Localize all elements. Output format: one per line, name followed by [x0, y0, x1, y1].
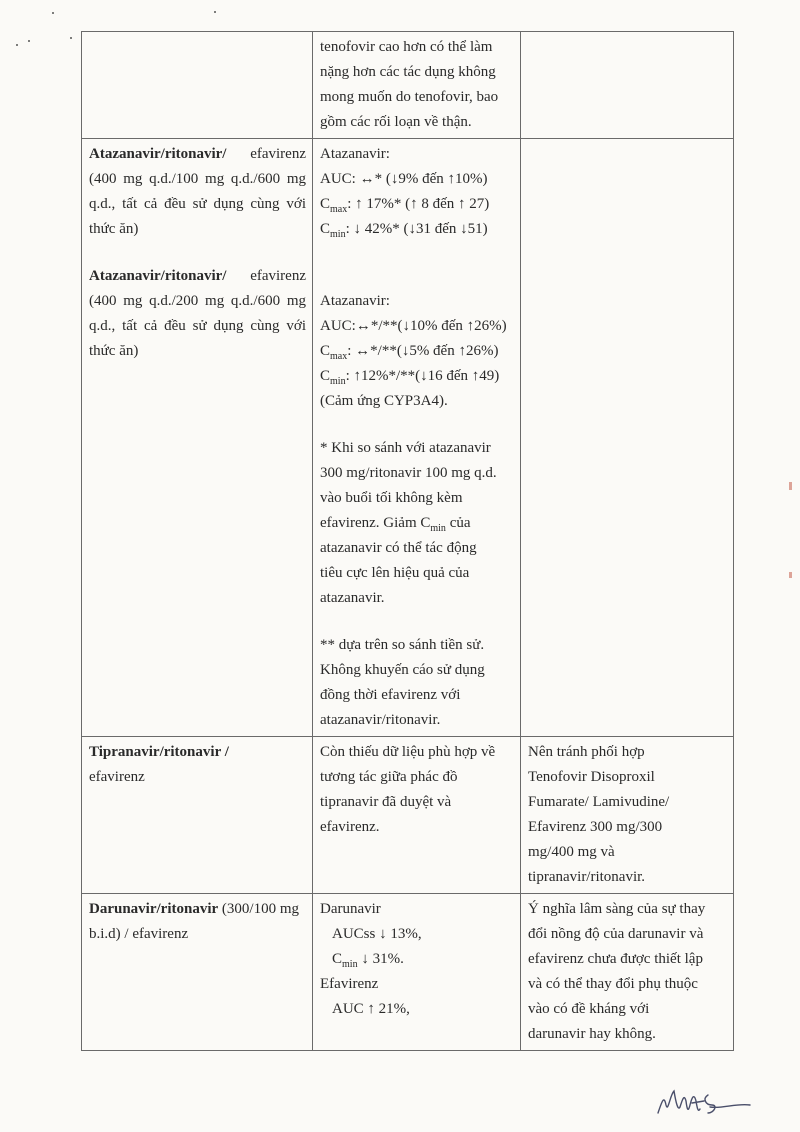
- drug-cell: [82, 737, 313, 894]
- text-line: vào có đề kháng với: [528, 1001, 650, 1017]
- cmin-value: $C_{min}$ ↓ 31%.: [332, 951, 404, 970]
- combo-text: [89, 264, 306, 364]
- drug-name: Tipranavir/ritonavir /: [89, 744, 229, 760]
- text-line: darunavir hay không.: [528, 1026, 656, 1042]
- scan-dot: [214, 11, 216, 13]
- table-row: [82, 737, 734, 894]
- drug-name: Atazanavir/ritonavir/: [89, 146, 227, 162]
- table-row: [82, 894, 734, 1051]
- text-line: efavirenz chưa được thiết lập: [528, 951, 703, 967]
- effect-title: Atazanavir:: [320, 293, 390, 309]
- table-row: [82, 32, 734, 139]
- auc-value: AUC:↔*/**(↓10% đến ↑26%): [320, 318, 507, 334]
- text-line: Ý nghĩa lâm sàng của sự thay: [528, 901, 706, 917]
- text-line: Efavirenz 300 mg/300: [528, 819, 663, 835]
- text-line: efavirenz.: [320, 819, 380, 835]
- footnote-line: 300 mg/ritonavir 100 mg q.d.: [320, 465, 497, 481]
- text-line: Tenofovir Disoproxil: [528, 769, 655, 785]
- text-line: và có thể thay đổi phụ thuộc: [528, 976, 698, 992]
- drug-cell: [82, 894, 313, 1051]
- signature-initials: [652, 1083, 762, 1123]
- text-line: tenofovir cao hơn có thể làm: [320, 39, 493, 55]
- footnote-line: vào buổi tối không kèm: [320, 490, 463, 506]
- text-line: gồm các rối loạn về thận.: [320, 114, 472, 130]
- footnote-line: ** dựa trên so sánh tiền sử.: [320, 637, 485, 653]
- footnote-line: đồng thời efavirenz với: [320, 687, 461, 703]
- footnote-line: atazanavir.: [320, 590, 385, 606]
- text-line: tipranavir/ritonavir.: [528, 869, 646, 885]
- interaction-table: [81, 31, 734, 1051]
- dose-text: (300/100 mg b.i.d) / efavirenz: [89, 901, 299, 942]
- effect-cell: [313, 32, 521, 139]
- effect-cell: [313, 894, 521, 1051]
- auc-value: AUC: ↔* (↓9% đến ↑10%): [320, 171, 488, 187]
- drug-cell: [82, 32, 313, 139]
- recommendation-cell: [521, 737, 734, 894]
- text-line: tương tác giữa phác đồ: [320, 769, 458, 785]
- drug-cell: [82, 139, 313, 737]
- footnote-line: efavirenz. Giảm $C_{min}$ của: [320, 515, 471, 534]
- cmax-value: $C_{max}$: ↔*/**(↓5% đến ↑26%): [320, 343, 499, 362]
- text-line: Fumarate/ Lamivudine/: [528, 794, 670, 810]
- recommendation-cell: [521, 139, 734, 737]
- table-row: [82, 139, 734, 737]
- scan-dot: [70, 37, 72, 39]
- cmin-value: $C_{min}$: ↑12%*/**(↓16 đến ↑49): [320, 368, 500, 387]
- dose-text: efavirenz (400 mg q.d./100 mg q.d./600 mg q.d., tất cả đều sử dụng cùng với thức ăn): [89, 146, 306, 237]
- dose-text: efavirenz (400 mg q.d./200 mg q.d./600 mg q.d., tất cả đều sử dụng cùng với thức ăn): [89, 268, 306, 359]
- scan-dot: [52, 12, 54, 14]
- scan-mark: [789, 482, 792, 490]
- cmax-value: $C_{max}$: ↑ 17%* (↑ 8 đến ↑ 27): [320, 196, 490, 215]
- auc-value: AUCss ↓ 13%,: [332, 926, 422, 942]
- footnote-line: * Khi so sánh với atazanavir: [320, 440, 491, 456]
- text-line: Nên tránh phối hợp: [528, 744, 645, 760]
- footnote-line: tiêu cực lên hiệu quả của: [320, 565, 470, 581]
- effect-cell: [313, 737, 521, 894]
- effect-title: Atazanavir:: [320, 146, 390, 162]
- recommendation-cell: [521, 32, 734, 139]
- footnote-line: atazanavir/ritonavir.: [320, 712, 441, 728]
- combo-text: [89, 897, 306, 947]
- text-line: mong muốn do tenofovir, bao: [320, 89, 499, 105]
- footnote-line: Không khuyến cáo sử dụng: [320, 662, 485, 678]
- combo-text: [89, 142, 306, 242]
- recommendation-cell: [521, 894, 734, 1051]
- scan-dot: [16, 44, 18, 46]
- footnote-line: atazanavir có thể tác động: [320, 540, 477, 556]
- induction-note: (Cảm ứng CYP3A4).: [320, 393, 448, 409]
- dose-text: efavirenz: [89, 769, 145, 785]
- text-line: mg/400 mg và: [528, 844, 615, 860]
- scan-dot: [28, 40, 30, 42]
- effect-title: Darunavir: [320, 901, 381, 917]
- auc-value: AUC ↑ 21%,: [332, 1001, 410, 1017]
- scan-mark: [789, 572, 792, 578]
- text-line: nặng hơn các tác dụng không: [320, 64, 496, 80]
- effect-cell: [313, 139, 521, 737]
- effect-title: Efavirenz: [320, 976, 379, 992]
- text-line: Còn thiếu dữ liệu phù hợp về: [320, 744, 496, 760]
- drug-name: Darunavir/ritonavir: [89, 901, 219, 917]
- drug-name: Atazanavir/ritonavir/: [89, 268, 227, 284]
- cmin-value: $C_{min}$: ↓ 42%* (↓31 đến ↓51): [320, 221, 488, 240]
- text-line: đổi nồng độ của darunavir và: [528, 926, 704, 942]
- text-line: tipranavir đã duyệt và: [320, 794, 452, 810]
